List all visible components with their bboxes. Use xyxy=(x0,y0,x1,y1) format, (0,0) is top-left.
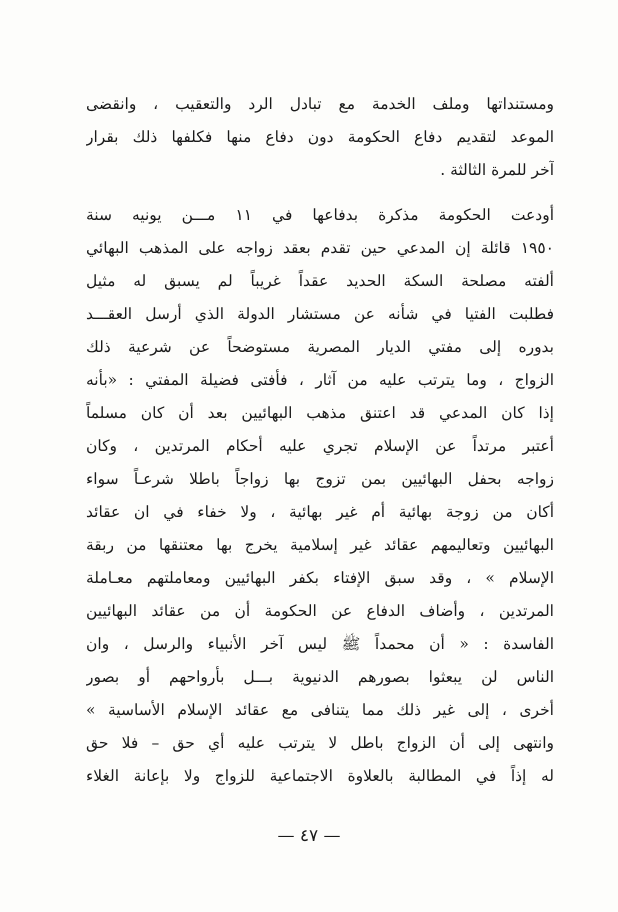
text-line: آخر للمرة الثالثة . xyxy=(440,161,554,179)
text-line: وانتهى إلى أن الزواج باطل لا يترتب عليه أي حق – فلا حق xyxy=(86,734,554,752)
text-line: الفاسدة : « أن محمداً ﷺ ليس آخر الأنبياء والرسل ، وان xyxy=(86,635,554,653)
text-line: ومستنداتها وملف الخدمة مع تبادل الرد والتعقيب ، وانقضى xyxy=(86,95,554,113)
paragraph-2 xyxy=(86,199,554,793)
page-number: — ٤٧ — xyxy=(277,826,341,846)
text-line: أكان من زوجة بهائية أم غير بهائية ، ولا خفاء في ان عقائد xyxy=(86,503,554,521)
text-line: الإسلام » ، وقد سبق الإفتاء بكفر البهائيين ومعاملتهم معـاملة xyxy=(86,569,554,587)
text-line: الزواج ، وما يترتب عليه من آثار ، فأفتى فضيلة المفتي : «بأنه xyxy=(86,371,554,389)
text-line: الموعد لتقديم دفاع الحكومة دون دفاع منها فكلفها ذلك بقرار xyxy=(86,128,554,146)
text-line: ١٩٥٠ قائلة إن المدعي حين تقدم بعقد زواجه على المذهب البهائي xyxy=(86,239,554,257)
text-line: له إذاً في المطالبة بالعلاوة الاجتماعية للزواج ولا بإعانة الغلاء xyxy=(86,767,554,785)
text-line: المرتدين ، وأضاف الدفاع عن الحكومة أن من عقائد البهائيين xyxy=(86,602,554,620)
text-line: الناس لن يبعثوا بصورهم الدنيوية بـــل بأرواحهم أو بصور xyxy=(86,668,554,686)
text-line: أخرى ، إلى غير ذلك مما يتنافى مع عقائد الإسلام الأساسية » xyxy=(86,701,554,719)
text-line: إذا كان المدعي قد اعتنق مذهب البهائيين بعد أن كان مسلماً xyxy=(86,404,554,422)
text-line: بدوره إلى مفتي الديار المصرية مستوضحاً عن شرعية ذلك xyxy=(86,338,554,356)
paragraph-1 xyxy=(86,88,554,187)
text-line: أودعت الحكومة مذكرة بدفاعها في ١١ مـــن يونيه سنة xyxy=(86,206,554,224)
text-line: فطلبت الفتيا في شأنه عن مستشار الدولة الذي أرسل العقـــد xyxy=(86,305,554,323)
text-line: البهائيين وتعاليمهم عقائد غير إسلامية يخرج بها معتنقها من ربقة xyxy=(86,536,554,554)
text-line: ألفته مصلحة السكة الحديد عقداً غريباً لم يسبق له مثيل xyxy=(86,272,554,290)
text-line: زواجه بحفل البهائيين بمن تزوج بها زواجاً باطلا شرعـاً سواء xyxy=(86,470,554,488)
text-line: أعتبر مرتداً عن الإسلام تجري عليه أحكام المرتدين ، وكان xyxy=(86,437,554,455)
